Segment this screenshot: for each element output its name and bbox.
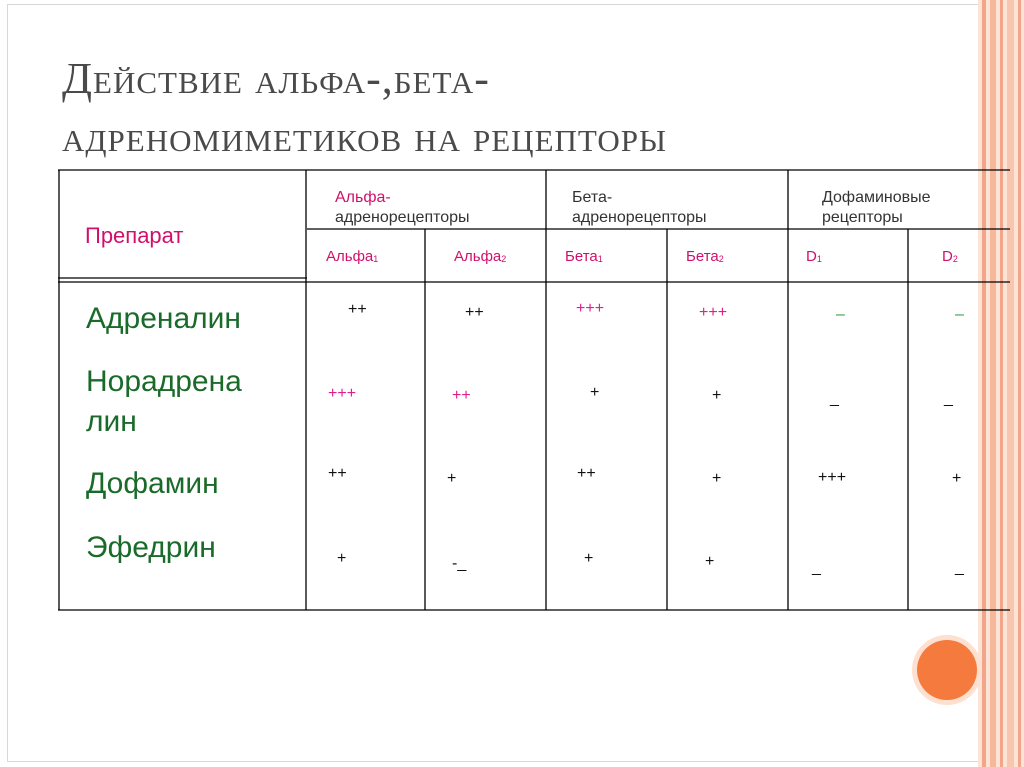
cell-dopamine-beta2: + <box>712 470 722 487</box>
cell-ephedrine-alpha1: + <box>337 550 347 567</box>
cell-ephedrine-d2: _ <box>955 559 964 576</box>
cell-noradrenaline-d1: _ <box>830 390 839 407</box>
cell-adrenaline-d1: – <box>836 306 845 323</box>
group-beta-line2: адренорецепторы <box>572 209 707 226</box>
subtype-beta2: Бета$_2$ <box>686 248 724 265</box>
drug-noradrenaline-part1: Норадрена <box>86 365 242 398</box>
group-beta-line1: Бета- <box>572 189 613 206</box>
cell-ephedrine-beta2: + <box>705 553 715 570</box>
cell-noradrenaline-alpha2: ++ <box>452 387 471 404</box>
cell-noradrenaline-d2: _ <box>944 390 953 407</box>
decorative-circle <box>917 640 977 700</box>
group-alpha-line1: Альфа- <box>335 189 391 206</box>
subtype-alpha1: Альфа$_1$ <box>326 248 379 265</box>
cell-adrenaline-beta2: +++ <box>699 304 728 321</box>
slide-title <box>62 50 942 166</box>
subtype-d2: $D_2$ <box>942 248 958 265</box>
cell-noradrenaline-beta1: + <box>590 384 600 401</box>
cell-ephedrine-beta1: + <box>584 550 594 567</box>
decorative-stripes <box>978 0 1024 767</box>
cell-adrenaline-beta1: +++ <box>576 300 605 317</box>
group-alpha-line2: адренорецепторы <box>335 209 470 226</box>
drug-ephedrine: Эфедрин <box>86 531 216 564</box>
cell-ephedrine-alpha2: -_ <box>452 555 467 572</box>
cell-ephedrine-d1: _ <box>812 559 821 576</box>
group-dopamine-line1: Дофаминовые <box>822 189 931 206</box>
subtype-alpha2: Альфа$_2$ <box>454 248 507 265</box>
cell-dopamine-d1: +++ <box>818 469 847 486</box>
header-group-beta <box>572 188 707 228</box>
cell-adrenaline-alpha1: ++ <box>348 301 367 318</box>
subtype-beta1: Бета$_1$ <box>565 248 603 265</box>
title-line-2: адреномиметиков на рецепторы <box>62 112 668 161</box>
header-drug-label: Препарат <box>85 223 184 248</box>
header-group-dopamine <box>822 188 931 228</box>
cell-adrenaline-alpha2: ++ <box>465 304 484 321</box>
subtype-d1: $D_1$ <box>806 248 822 265</box>
drug-dopamine: Дофамин <box>86 467 219 500</box>
title-line-1: Действие альфа-,бета- <box>62 54 490 103</box>
cell-dopamine-beta1: ++ <box>577 465 596 482</box>
group-dopamine-line2: рецепторы <box>822 209 903 226</box>
cell-noradrenaline-beta2: + <box>712 387 722 404</box>
cell-adrenaline-d2: – <box>955 306 964 323</box>
cell-dopamine-alpha2: + <box>447 470 457 487</box>
cell-dopamine-d2: + <box>952 470 962 487</box>
header-group-alpha <box>335 188 470 228</box>
drug-adrenaline: Адреналин <box>86 302 241 335</box>
drug-noradrenaline-part2: лин <box>86 405 137 438</box>
cell-dopamine-alpha1: ++ <box>328 465 347 482</box>
cell-noradrenaline-alpha1: +++ <box>328 385 357 402</box>
